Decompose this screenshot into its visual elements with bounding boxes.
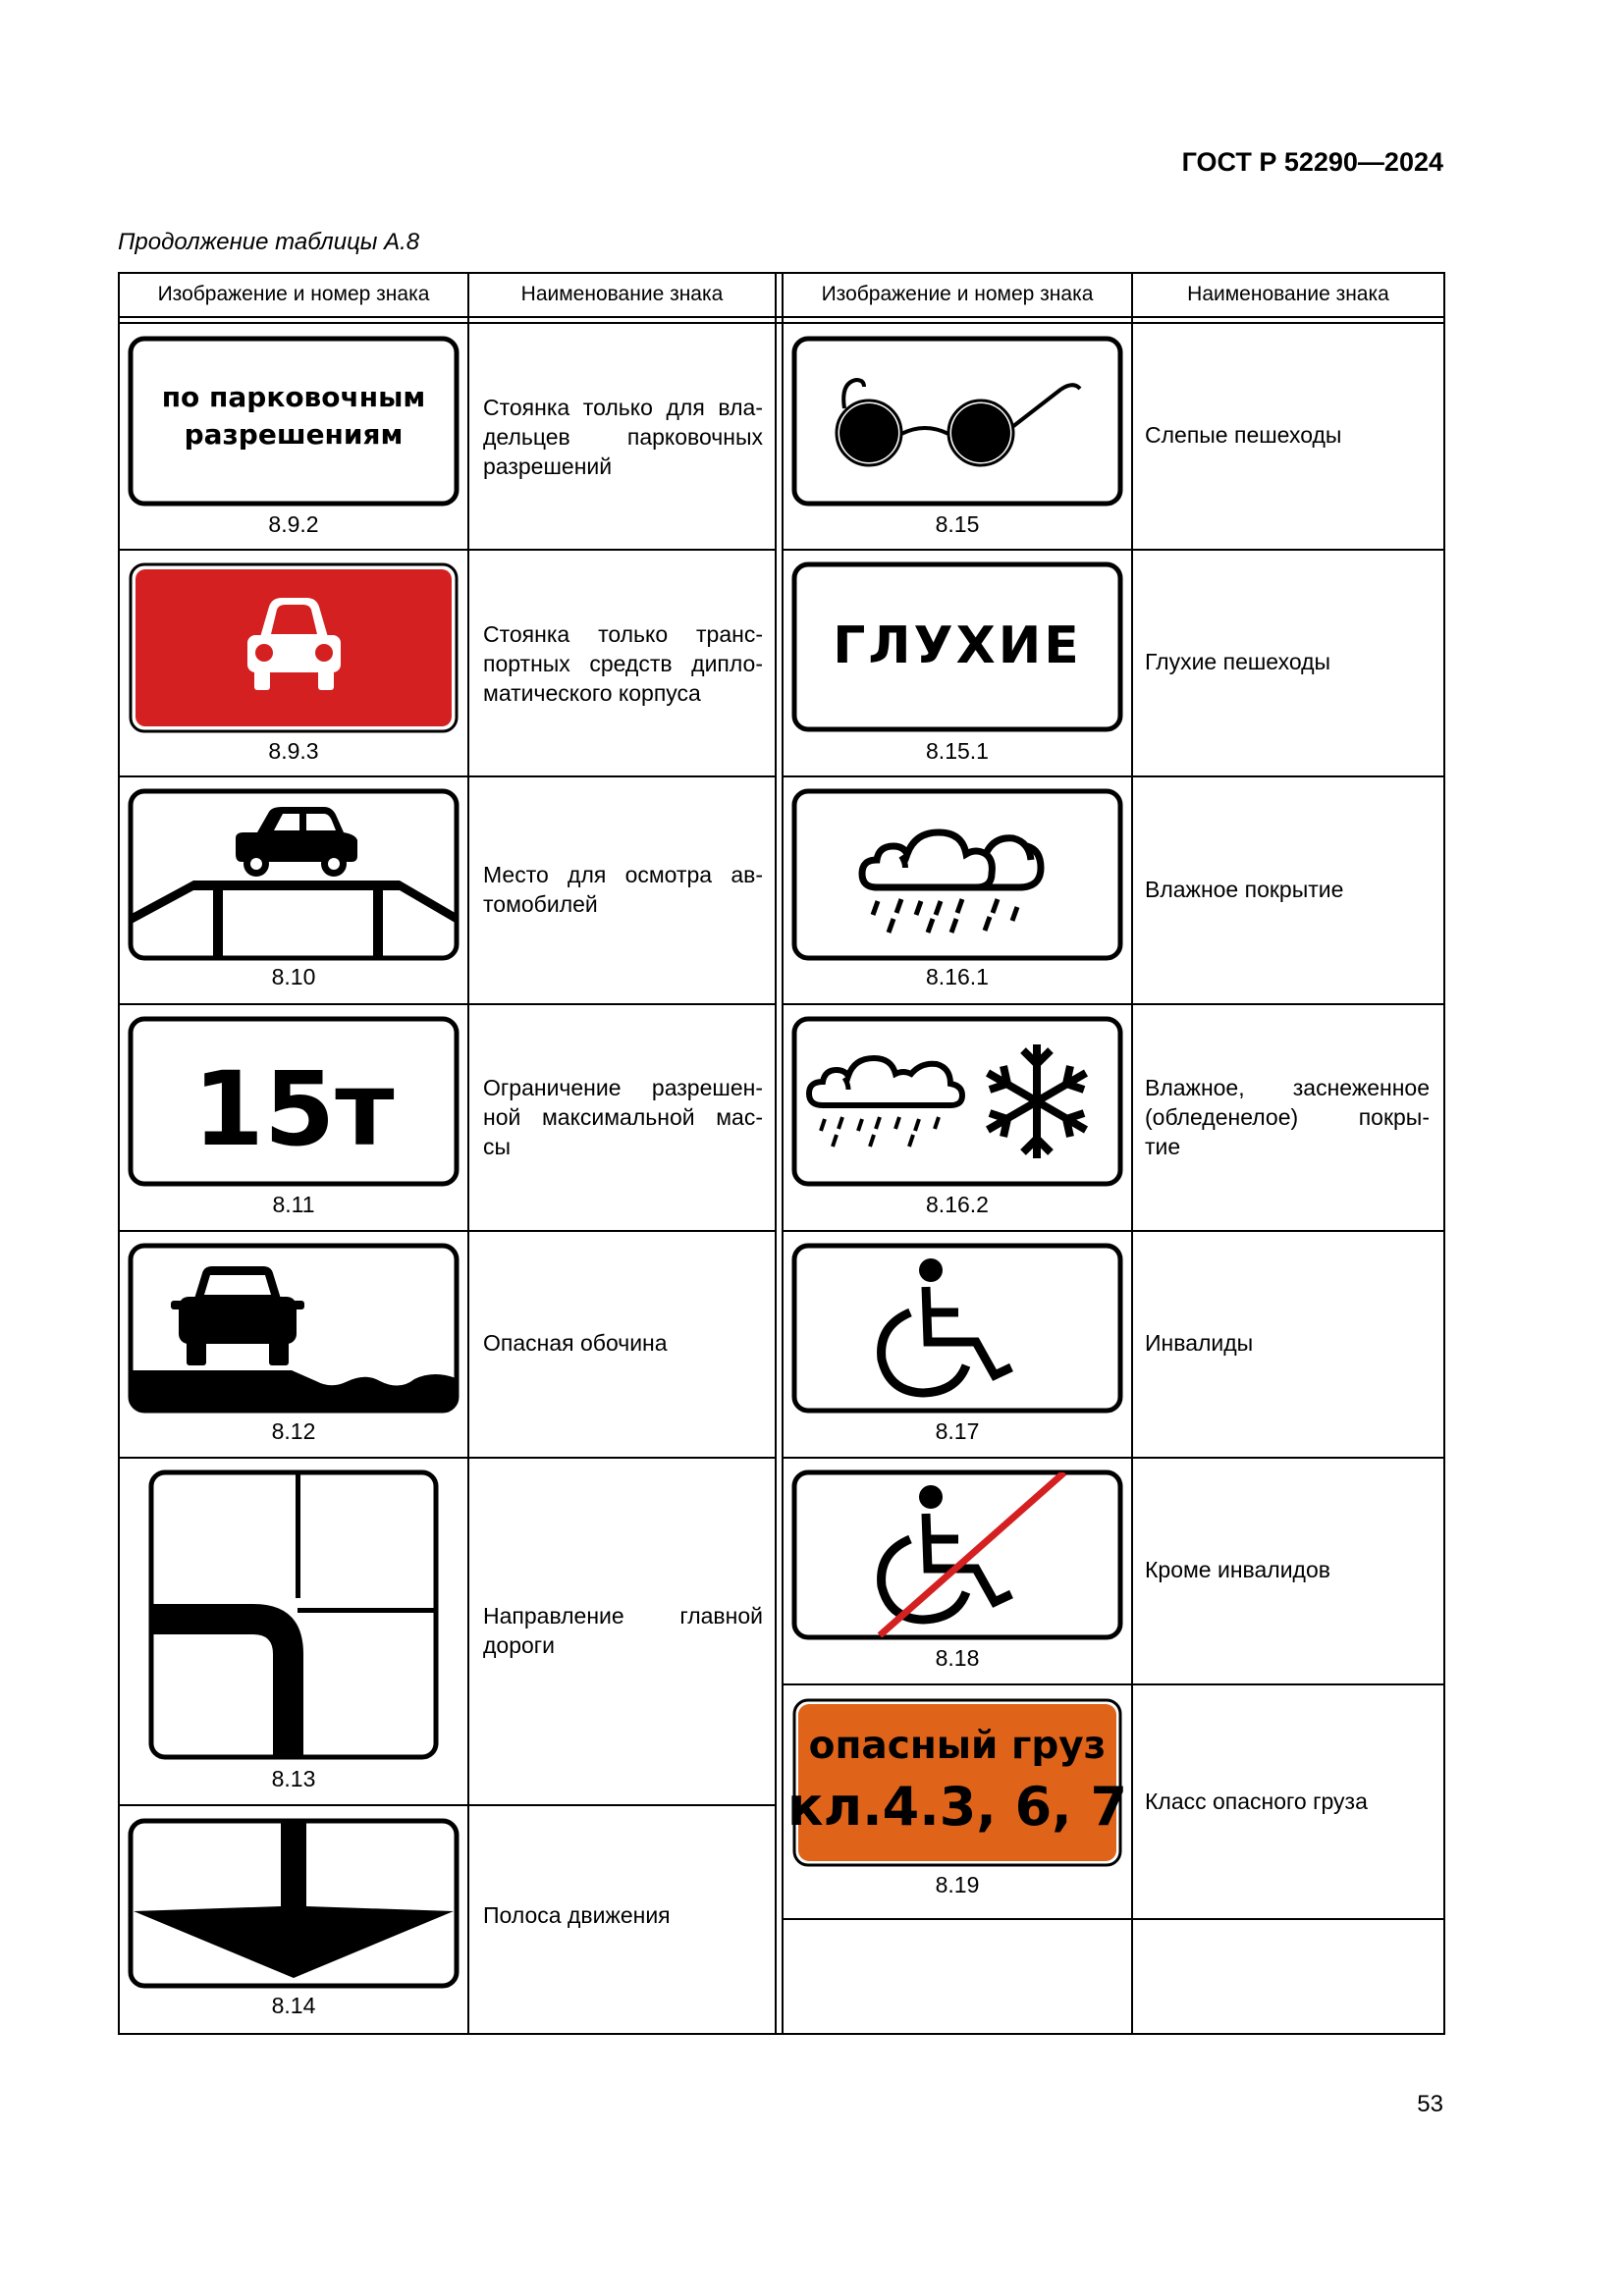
sign-8-14-cell [120, 1806, 467, 2033]
sign-8-13-name: Направление главной дороги [483, 1603, 763, 1658]
sign-8-13-cell [120, 1459, 467, 1804]
page-number: 53 [1417, 2091, 1443, 2117]
sign-number: 8.12 [271, 1418, 316, 1444]
sign-8-19-cell [784, 1685, 1131, 1918]
sign-8-16-2-cell [784, 1005, 1131, 1230]
sign-number: 8.18 [935, 1645, 980, 1671]
sign-number: 8.14 [271, 1993, 316, 2018]
standard-number: ГОСТ Р 52290—2024 [1181, 147, 1443, 177]
sign-8-9-3-cell [120, 551, 467, 775]
sign-8-11-cell [120, 1005, 467, 1230]
sign-8-16-1-name: Влажное покрытие [1145, 877, 1344, 902]
sign-8-15-1-text: ГЛУХИЕ [833, 616, 1082, 675]
sign-8-15-1-name: Глухие пешеходы [1145, 649, 1331, 674]
sign-8-15-name: Слепые пешеходы [1145, 422, 1342, 448]
sign-number: 8.15.1 [926, 738, 989, 764]
sign-number: 8.11 [272, 1192, 315, 1217]
sign-8-9-2-cell [120, 324, 467, 549]
sign-8-12-name: Опасная обочина [483, 1330, 668, 1356]
sign-number: 8.16.2 [926, 1192, 989, 1217]
sign-8-11-name: Ограничение разрешен- ной максимальной мас- сы [483, 1075, 763, 1159]
sign-8-10-name: Место для осмотра ав- томобилей [483, 862, 763, 917]
sign-8-19-text2: кл.4.3, 6, 7 [786, 1776, 1128, 1838]
sign-8-18-name: Кроме инвалидов [1145, 1557, 1330, 1582]
sign-number: 8.13 [271, 1766, 316, 1791]
sign-8-10-cell [120, 777, 467, 1003]
sign-number: 8.10 [271, 964, 316, 989]
sign-number: 8.16.1 [926, 964, 989, 989]
sign-8-19-name: Класс опасного груза [1145, 1789, 1368, 1814]
table-caption: Продолжение таблицы А.8 [118, 229, 420, 255]
sign-8-12-cell [120, 1232, 467, 1457]
sign-8-13-image [120, 1459, 467, 1804]
col-header-name-left: Наименование знака [520, 283, 724, 305]
sign-8-9-2-name: Стоянка только для вла- дельцев парковочных разрешений [483, 395, 763, 479]
sign-8-11-text: 15т [192, 1049, 395, 1169]
sign-8-15-1-cell [784, 551, 1131, 775]
sign-8-9-3-name: Стоянка только транс- портных средств дипло- матического корпуса [483, 621, 763, 706]
sign-8-9-2-text2: разрешениям [184, 418, 404, 451]
sign-number: 8.15 [935, 511, 980, 537]
sign-number: 8.9.3 [268, 738, 319, 764]
sign-8-16-1-cell [784, 777, 1131, 1003]
sign-number: 8.19 [935, 1872, 980, 1897]
col-header-image-right: Изображение и номер знака [821, 283, 1094, 305]
sign-8-9-2-text1: по парковочным [161, 381, 426, 413]
sign-8-19-text1: опасный груз [808, 1724, 1107, 1768]
sign-number: 8.17 [935, 1418, 980, 1444]
sign-8-15-cell [784, 324, 1131, 549]
sign-number: 8.9.2 [268, 511, 319, 537]
sign-8-14-name: Полоса движения [483, 1902, 671, 1928]
col-header-name-right: Наименование знака [1187, 283, 1389, 305]
sign-8-17-cell [784, 1232, 1131, 1457]
sign-8-16-2-name: Влажное, заснеженное (обледенелое) покры- тие [1145, 1075, 1430, 1159]
sign-8-18-cell [784, 1459, 1131, 1683]
col-header-image-left: Изображение и номер знака [157, 283, 430, 305]
sign-8-17-name: Инвалиды [1145, 1330, 1254, 1356]
